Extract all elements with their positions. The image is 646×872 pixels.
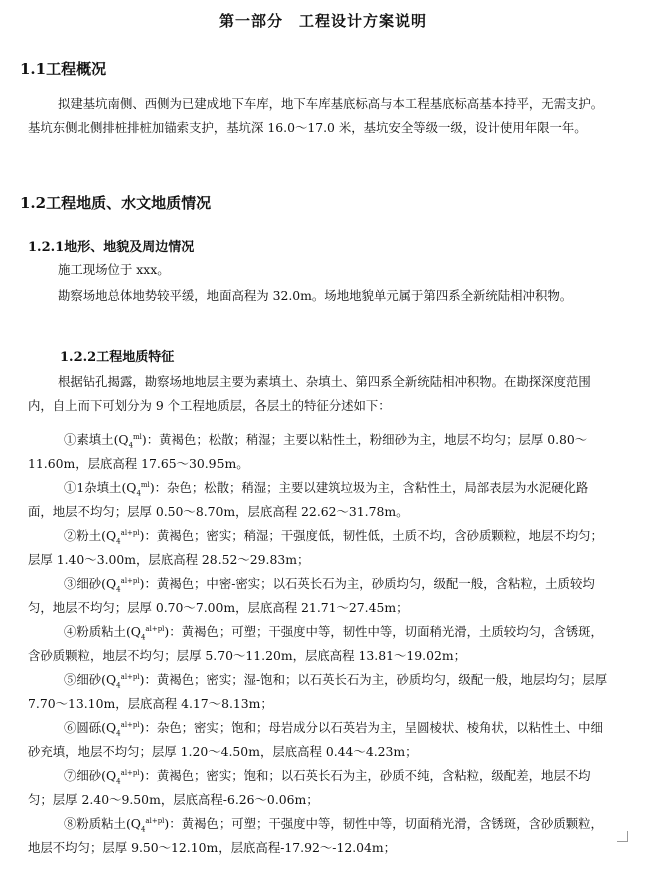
layer-description: ：黄褐色；中密-密实；以石英长石为主，砂质均匀，级配一般，含粘粒，土质较均匀，地层不均匀；层厚 0.70～7.00m，层底高程 21.71～27.45m； xyxy=(28,576,595,615)
layer-name: ⑤细砂 xyxy=(64,672,102,687)
layer-name: ④粉质粘土 xyxy=(64,624,126,639)
section-1-2-1-paragraph-1: 施工现场位于 xxx。 xyxy=(58,262,170,277)
layer-item: ⑤细砂$(Q_4^{al+pl})$：黄褐色；密实；湿-饱和；以石英长石为主，砂质均匀，级配一般，地层均匀；层厚 7.70～13.10m，层底高程 4.17～8.13m； xyxy=(28,672,608,711)
document-title: 第一部分 工程设计方案说明 xyxy=(218,12,427,30)
layer-description: ：杂色；松散；稍湿；主要以建筑垃圾为主，含粘性土，局部表层为水泥硬化路面，地层不均匀；层厚 0.50～8.70m，层底高程 22.62～31.78m。 xyxy=(28,480,589,519)
layer-name: ⑦细砂 xyxy=(64,768,102,783)
section-1-2-2-intro: 根据钻孔揭露，勘察场地地层主要为素填土、杂填土、第四系全新统陆相冲积物。在勘探深度范围内，自上而下可划分为 9 个工程地质层，各层土的特征分述如下： xyxy=(28,374,591,413)
layer-description: ：黄褐色；松散；稍湿；主要以粘性土，粉细砂为主，地层不均匀；层厚 0.80～11.60m，层底高程 17.65～30.95m。 xyxy=(28,432,588,471)
layer-item: ③细砂$(Q_4^{al+pl})$：黄褐色；中密-密实；以石英长石为主，砂质均匀，级配一般，含粘粒，土质较均匀，地层不均匀；层厚 0.70～7.00m，层底高程 21.71～27.45m； xyxy=(28,576,595,615)
layer-name: ⑧粉质粘土 xyxy=(64,816,126,831)
section-heading-1-2-2: 1.2.2工程地质特征 xyxy=(60,350,175,365)
layer-item: ①1杂填土$(Q_4^{ml})$：杂色；松散；稍湿；主要以建筑垃圾为主，含粘性土，局部表层为水泥硬化路面，地层不均匀；层厚 0.50～8.70m，层底高程 22.62～31.78m。 xyxy=(28,480,589,519)
layer-name: ②粉土 xyxy=(64,528,102,543)
layer-description: ：杂色；密实；饱和；母岩成分以石英岩为主，呈圆棱状、棱角状，以粘性土、中细砂充填，地层不均匀；层厚 1.20～4.50m，层底高程 0.44～4.23m； xyxy=(28,720,603,759)
layer-name: ③细砂 xyxy=(64,576,102,591)
layer-description: ：黄褐色；密实；饱和；以石英长石为主，砂质不纯，含粘粒，级配差，地层不均匀；层厚 2.40～9.50m，层底高程-6.26～0.06m； xyxy=(28,768,591,807)
layer-item: ⑥圆砾$(Q_4^{al+pl})$：杂色；密实；饱和；母岩成分以石英岩为主，呈圆棱状、棱角状，以粘性土、中细砂充填，地层不均匀；层厚 1.20～4.50m，层底高程 0.44～4.23m； xyxy=(28,720,603,759)
section-heading-1-2-1: 1.2.1地形、地貌及周边情况 xyxy=(28,240,195,255)
layer-description: ：黄褐色；密实；湿-饱和；以石英长石为主，砂质均匀，级配一般，地层均匀；层厚 7.70～13.10m，层底高程 4.17～8.13m； xyxy=(28,672,608,711)
page-corner-mark xyxy=(617,831,628,842)
layer-name: ①素填土 xyxy=(64,432,114,447)
layer-description: ：黄褐色；可塑；干强度中等，韧性中等，切面稍光滑，土质较均匀，含锈斑，含砂质颗粒，地层不均匀；层厚 5.70～11.20m，层底高程 13.81～19.02m； xyxy=(28,624,603,663)
layer-item: ②粉土$(Q_4^{al+pl})$：黄褐色；密实；稍湿；干强度低，韧性低，土质不均，含砂质颗粒，地层不均匀；层厚 1.40～3.00m，层底高程 28.52～29.83m； xyxy=(28,528,603,567)
layer-item: ⑧粉质粘土$(Q_4^{al+pl})$：黄褐色；可塑；干强度中等，韧性中等，切面稍光滑，含锈斑，含砂质颗粒，地层不均匀；层厚 9.50～12.10m，层底高程-17.92～-12.04m； xyxy=(28,816,603,855)
layer-description: ：黄褐色；密实；稍湿；干强度低，韧性低，土质不均，含砂质颗粒，地层不均匀；层厚 1.40～3.00m，层底高程 28.52～29.83m； xyxy=(28,528,603,567)
layer-name: ①1杂填土 xyxy=(64,480,122,495)
section-heading-1-2: 1.2工程地质、水文地质情况 xyxy=(20,194,212,212)
section-heading-1-1: 1.1工程概况 xyxy=(20,60,107,78)
section-1-2-1-paragraph-2: 勘察场地总体地势较平缓，地面高程为 32.0m。场地地貌单元属于第四系全新统陆相冲积物。 xyxy=(58,288,573,303)
layer-name: ⑥圆砾 xyxy=(64,720,102,735)
layer-item: ①素填土$(Q_4^{ml})$：黄褐色；松散；稍湿；主要以粘性土，粉细砂为主，地层不均匀；层厚 0.80～11.60m，层底高程 17.65～30.95m。 xyxy=(28,432,588,471)
section-1-1-paragraph: 拟建基坑南侧、西侧为已建成地下车库，地下车库基底标高与本工程基底标高基本持平，无需支护。基坑东侧北侧排桩排桩加锚索支护，基坑深 16.0～17.0 米，基坑安全等级一级，设计使用年限一年。 xyxy=(28,96,604,135)
layer-description: ：黄褐色；可塑；干强度中等，韧性中等，切面稍光滑，含锈斑，含砂质颗粒，地层不均匀；层厚 9.50～12.10m，层底高程-17.92～-12.04m； xyxy=(28,816,603,855)
layer-item: ⑦细砂$(Q_4^{al+pl})$：黄褐色；密实；饱和；以石英长石为主，砂质不纯，含粘粒，级配差，地层不均匀；层厚 2.40～9.50m，层底高程-6.26～0.06m； xyxy=(28,768,591,807)
layer-item: ④粉质粘土$(Q_4^{al+pl})$：黄褐色；可塑；干强度中等，韧性中等，切面稍光滑，土质较均匀，含锈斑，含砂质颗粒，地层不均匀；层厚 5.70～11.20m，层底高程 13.81～19.02m； xyxy=(28,624,603,663)
